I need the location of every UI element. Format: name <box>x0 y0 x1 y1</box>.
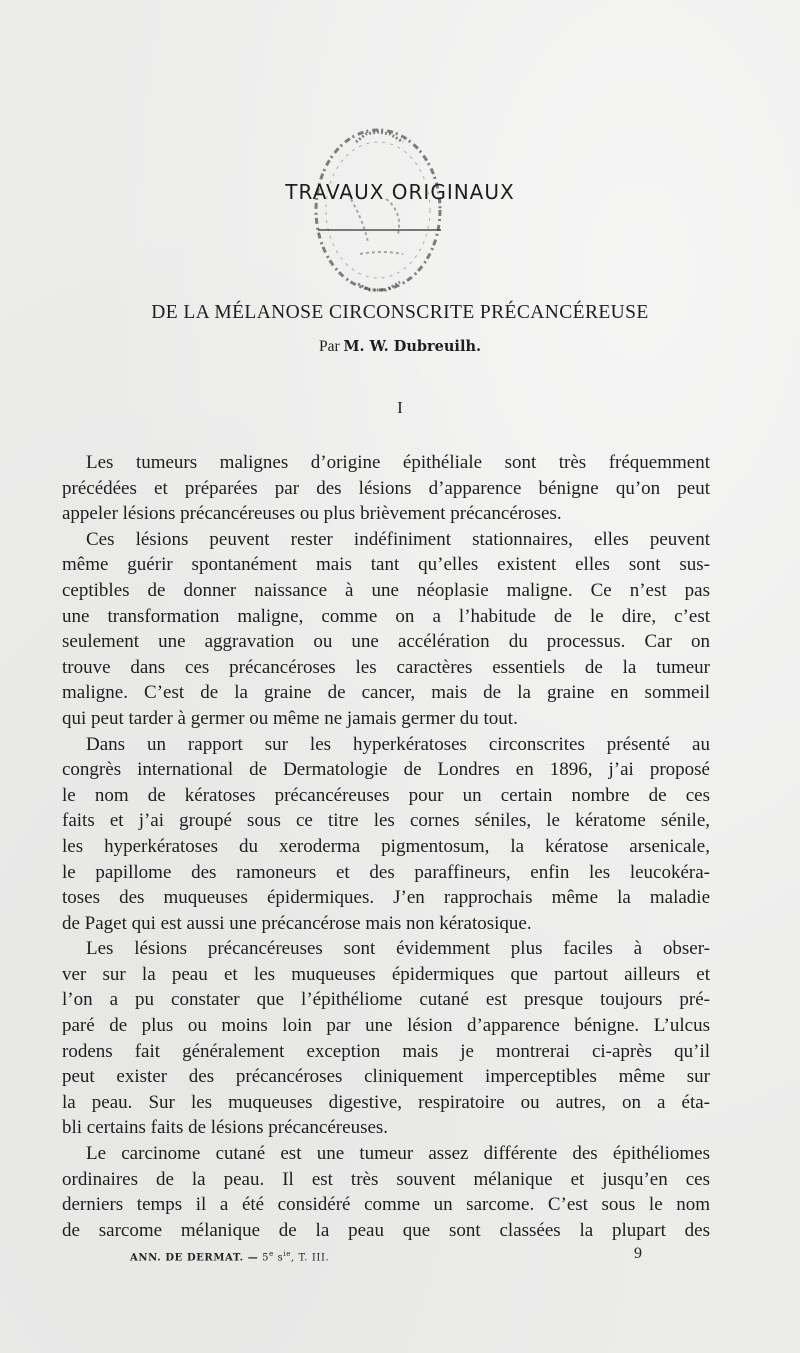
section-header: TRAVAUX ORIGINAUX <box>285 180 515 204</box>
text-line: de Paget qui est aussi une précancérose mais non kératosique. <box>62 912 532 934</box>
article-body <box>62 450 710 1243</box>
text-line: de sarcome mélanique de la peau que sont classées la plupart des <box>62 1219 710 1241</box>
series-superscript: e <box>269 1250 274 1258</box>
text-line: qui peut tarder à germer ou même ne jamais germer du tout. <box>62 707 518 729</box>
text-line: ceptibles de donner naissance à une néoplasie maligne. Ce n’est pas <box>62 579 710 601</box>
text-line: trouve dans ces précancéroses les caractères essentiels de la tumeur <box>62 656 710 678</box>
text-line: Les tumeurs malignes d’origine épithéliale sont très fréquemment <box>86 452 710 473</box>
running-footer <box>130 1250 650 1263</box>
series-abbr: s <box>277 1252 284 1264</box>
text-line: le nom de kératoses précancéreuses pour un certain nombre de ces <box>62 784 710 806</box>
text-line: le papillome des ramoneurs et des paraffineurs, enfin les leucokéra- <box>62 861 710 883</box>
paragraph <box>62 732 710 937</box>
text-line: ordinaires de la peau. Il est très souvent mélanique et jusqu’en ces <box>62 1168 710 1190</box>
text-line: rodens fait généralement exception mais je montrerai ci-après qu’il <box>62 1040 710 1062</box>
library-stamp-icon <box>308 124 448 296</box>
text-line: précédées et préparées par des lésions d’apparence bénigne qu’on peut <box>62 477 710 499</box>
page-number: 9 <box>634 1245 642 1262</box>
text-line: appeler lésions précancéreuses ou plus brièvement précancéroses. <box>62 503 562 525</box>
text-line: toses des muqueuses épidermiques. J’en rapprochais même la maladie <box>62 887 710 909</box>
byline-prefix: Par <box>318 338 340 355</box>
text-line: les hyperkératoses du xeroderma pigmentosum, la kératose arsenicale, <box>62 835 710 857</box>
text-line: bli certains faits de lésions précancéreuses. <box>62 1117 389 1139</box>
text-line: Dans un rapport sur les hyperkératoses circonscrites présenté au <box>86 733 710 755</box>
text-line: même guérir spontanément mais tant qu’elles existent elles sont sus- <box>62 554 710 576</box>
text-line: Les lésions précancéreuses sont évidemment plus faciles à obser- <box>86 938 710 960</box>
text-line: congrès international de Dermatologie de Londres en 1896, j’ai proposé <box>62 759 710 781</box>
text-line: une transformation maligne, comme on a l’habitude de le dire, c’est <box>62 605 710 627</box>
paragraph <box>62 936 710 1141</box>
text-line: faits et j’ai groupé sous ce titre les cornes séniles, le kératome sénile, <box>62 810 710 832</box>
paragraph <box>62 527 710 732</box>
text-line: ver sur la peau et les muqueuses épidermiques que partout ailleurs et <box>62 963 710 985</box>
byline <box>0 338 800 356</box>
journal-abbreviation: ANN. DE DERMAT. — <box>130 1252 259 1264</box>
author-name: M. W. Dubreuilh. <box>343 338 482 355</box>
volume: , T. III. <box>290 1252 330 1264</box>
series-abbr-superscript: ie <box>283 1250 291 1258</box>
article-title: DE LA MÉLANOSE CIRCONSCRITE PRÉCANCÉREUSE <box>151 302 649 323</box>
text-line: seulement une aggravation ou une accélération du processus. Car on <box>62 631 710 653</box>
section-numeral: I <box>397 398 403 417</box>
paragraph <box>62 450 710 527</box>
text-line: Le carcinome cutané est une tumeur assez différente des épithéliomes <box>86 1143 710 1165</box>
series-number: 5 <box>262 1252 270 1264</box>
text-line: la peau. Sur les muqueuses digestive, respiratoire ou autres, on a éta- <box>62 1091 710 1113</box>
text-line: Ces lésions peuvent rester indéfiniment stationnaires, elles peuvent <box>86 528 710 550</box>
text-line: derniers temps il a été considéré comme un sarcome. C’est sous le nom <box>62 1194 710 1216</box>
text-line: l’on a pu constater que l’épithéliome cutané est presque toujours pré- <box>62 989 710 1011</box>
text-line: maligne. C’est de la graine de cancer, mais de la graine en sommeil <box>62 682 710 704</box>
paragraph <box>62 1141 710 1243</box>
text-line: peut exister des précancéroses cliniquement imperceptibles même sur <box>62 1066 710 1088</box>
text-line: paré de plus ou moins loin par une lésion d’apparence bénigne. L’ulcus <box>62 1015 710 1037</box>
